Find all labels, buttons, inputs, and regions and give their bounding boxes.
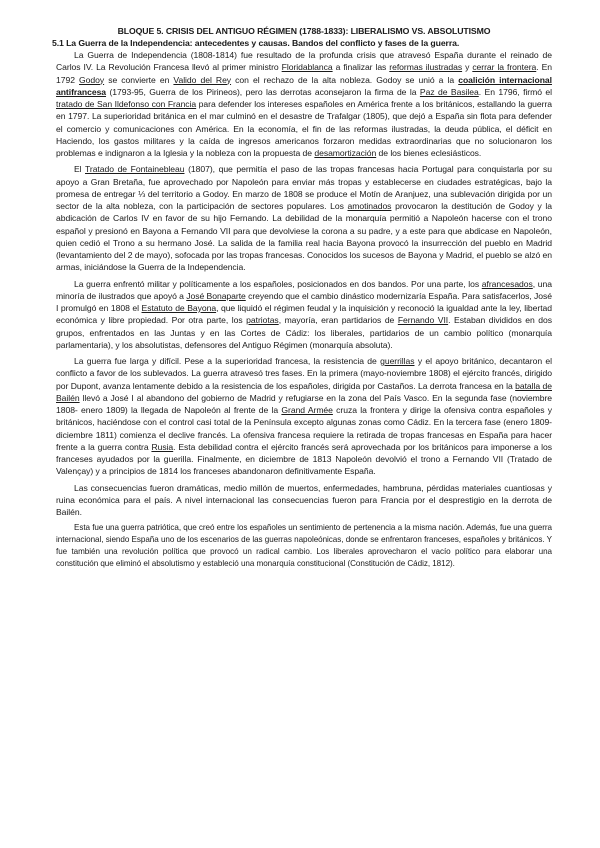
paragraph-consecuencias xyxy=(56,482,552,519)
text-run: cruza la frontera y dirige la ofensiva contra españoles y británicos, haciéndose con el control casi total de la Península excepto algunas zonas como Cádiz. En la tercera fase (enero 1809-diciembre 1811) comienza el declive francés. La ofensiva francesa requiere la retirada de tropas francesas en España para hacer frente a la guerra contra xyxy=(56,405,553,452)
text-run: a finalizar las xyxy=(332,62,390,73)
underlined-term: José Bonaparte xyxy=(186,290,246,301)
text-run: , mayoría, eran partidarios de xyxy=(278,315,398,326)
text-run: llevó a José I al abandono del gobierno de Madrid y refugiarse en la zona del País Vasco. En la segunda fase (noviembre 1808- enero 1809) la llegada de Napoleón al frente de la xyxy=(56,392,552,415)
underlined-term: afrancesados xyxy=(481,278,533,289)
underlined-term: reformas ilustradas xyxy=(389,62,463,73)
text-run: para defender los intereses españoles en América frente a los británicos, estallando la guerra en 1797. La superioridad británica en el mar culminó en el desastre de Trafalgar (1805), que dejó a España sin flota para defender el comercio y comunicaciones con América. En la economía, el fin de las reformas ilustradas, la deuda pública, el déficit en Haciendo, los gastos militares y la caída de ingresos americanos forzaron medidas extraordinarias que no solucionaron los problemas e indignaron a la Iglesia y la nobleza con la propuesta de xyxy=(56,99,552,158)
underlined-term: coalición internacional antifrancesa xyxy=(56,74,552,97)
underlined-term: Fernando VII xyxy=(397,315,449,326)
text-run: provocaron la destitución de Godoy y la abdicación de Carlos IV en favor de su hijo Fernando. La debilidad de la monarquía permitió a Napoleón hacerse con el trono español y presionó en Bayona a Fernando VII para que devolviese la corona a su padre, y a este para que abdicase en Napoleón, quien cedió el Trono a su hermano José. La salida de la familia real hacia Bayona provocó la insurrección del pueblo en Madrid (levantamiento del 2 de mayo), sofocada por las tropas francesas. Conocidos los sucesos de Bayona y Madrid, el pueblo se alzó en armas, iniciándose la Guerra de la Independencia. xyxy=(56,201,552,273)
text-run: y xyxy=(462,62,473,73)
underlined-term: batalla de Bailén xyxy=(56,380,552,403)
paragraph-bandos xyxy=(56,278,552,352)
text-run: se convierte en xyxy=(104,74,174,85)
text-run: . Esta debilidad contra el ejército francés será aprovechada por los británicos para imponerse a los franceses ayudados por la guerilla. Finalmente, en diciembre de 1813 Napoleón devolvió el trono a Fernando VII (Tratado de Valençay) y a principios de 1814 los franceses abandonaron definitivamente España. xyxy=(56,441,552,477)
underlined-term: guerrillas xyxy=(380,356,415,366)
text-run: y el apoyo británico, decantaron el conflicto a favor de los sublevados. La guerra atravesó tres fases. En la primera (mayo-noviembre 1808) el ejército francés, dirigido por Dupont, avanza lentamente debido a la resistencia de los españoles, dirigida por Castaños. La derrota francesa en la xyxy=(56,356,552,391)
text-run: El xyxy=(74,164,86,175)
text-run: Las consecuencias fueron dramáticas, medio millón de muertos, enfermedades, hambruna, pérdidas materiales cuantiosas y ruina económica para el país. A nivel internacional las consecuencias fueron para Francia por el desprestigio en la derrota de Bailén. xyxy=(56,482,552,517)
underlined-term: cerrar la frontera xyxy=(472,62,537,73)
paragraph-antecedentes xyxy=(56,49,552,159)
text-run: Esta fue una guerra patriótica, que creó entre los españoles un sentimiento de pertenencia a la misma nación. Además, fue una guerra internacional, siendo España uno de los escenarios de las guerras napoleónicas, donde se enfrentaron franceses, españoles y británicos. Y fue también una revolución política que provocó un radical cambio. Los liberales aprovecharon el vacío político para elaborar una constitución que eliminó el absolutismo y estableció una monarquía constitucional (Constitución de Cádiz, 1812). xyxy=(56,523,552,569)
underlined-term: desamortización xyxy=(314,148,377,158)
text-run: con el rechazo de la alta nobleza. Godoy se unió a la xyxy=(231,74,459,85)
text-run: . Estaban divididos en dos grupos, enfrentados en las Juntas y en las Cortes de Cádiz: los liberales, partidarios de un cambio político (monarquía parlamentaria), y los absolutistas, defensores del Antiguo Régimen (monarquía absoluta). xyxy=(56,315,552,350)
text-run: La guerra enfrentó militar y políticamente a los españoles, posicionados en dos bandos. Por una parte, los xyxy=(74,278,482,289)
text-run: de los bienes eclesiásticos. xyxy=(376,148,482,158)
underlined-term: Estatuto de Bayona xyxy=(141,303,217,313)
underlined-term: Floridablanca xyxy=(281,62,333,73)
section-heading: 5.1 La Guerra de la Independencia: antecedentes y causas. Bandos del conflicto y fases de la guerra. xyxy=(52,38,460,48)
text-run: . En 1796, firmó el xyxy=(478,86,552,97)
underlined-term: patriotas xyxy=(246,315,279,326)
underlined-term: Godoy xyxy=(79,74,105,85)
text-run: La guerra fue larga y difícil. Pese a la superioridad francesa, la resistencia de xyxy=(74,356,381,366)
text-run: (1807), que permitía el paso de las tropas francesas hacia Portugal para conquistarla por su apoyo a Gran Bretaña, fue aprovechado por Napoleón para enviar más tropas y establecerse en ciudades estratégicas, bajo la promesa de entregar ⅓ del territorio a Godoy. En marzo de 1808 se produce el Motín de Aranjuez, una sublevación dirigida por un sector de la alta nobleza, con la participación de sectores populares. Los xyxy=(56,164,553,211)
underlined-term: Rusia xyxy=(151,441,174,452)
underlined-term: Paz de Basilea xyxy=(419,86,479,97)
paragraph-conclusion xyxy=(56,522,552,570)
paragraph-fases xyxy=(56,355,552,478)
underlined-term: amotinados xyxy=(347,201,392,211)
text-run: . En 1792 xyxy=(56,62,552,85)
text-run: (1793-95, Guerra de los Pirineos), pero las derrotas aconsejaron la firma de la xyxy=(106,86,420,97)
underlined-term: tratado de San Ildefonso con Francia xyxy=(56,99,197,109)
underlined-term: Tratado de Fontainebleau xyxy=(85,164,185,175)
document-title: BLOQUE 5. CRISIS DEL ANTIGUO RÉGIMEN (1788-1833): LIBERALISMO VS. ABSOLUTISMO xyxy=(117,26,491,36)
text-run: creyendo que el cambio dinástico modernizaría España. Para satisfacerlos, José I promulgó en 1808 el xyxy=(56,290,552,313)
underlined-term: Valido del Rey xyxy=(173,74,232,85)
underlined-term: Grand Armée xyxy=(281,405,333,415)
text-run: , una minoría de ilustrados que apoyó a xyxy=(56,278,552,301)
text-run: , que liquidó el régimen feudal y la inquisición y reconoció la igualdad ante la ley, libertad económica y libre propiedad. Por otra parte, los xyxy=(56,303,552,326)
text-run: La Guerra de Independencia (1808-1814) fue resultado de la profunda crisis que atravesó España durante el reinado de Carlos IV. La Revolución Francesa llevó al primer ministro xyxy=(56,50,552,73)
paragraph-fontainebleau xyxy=(56,163,552,273)
